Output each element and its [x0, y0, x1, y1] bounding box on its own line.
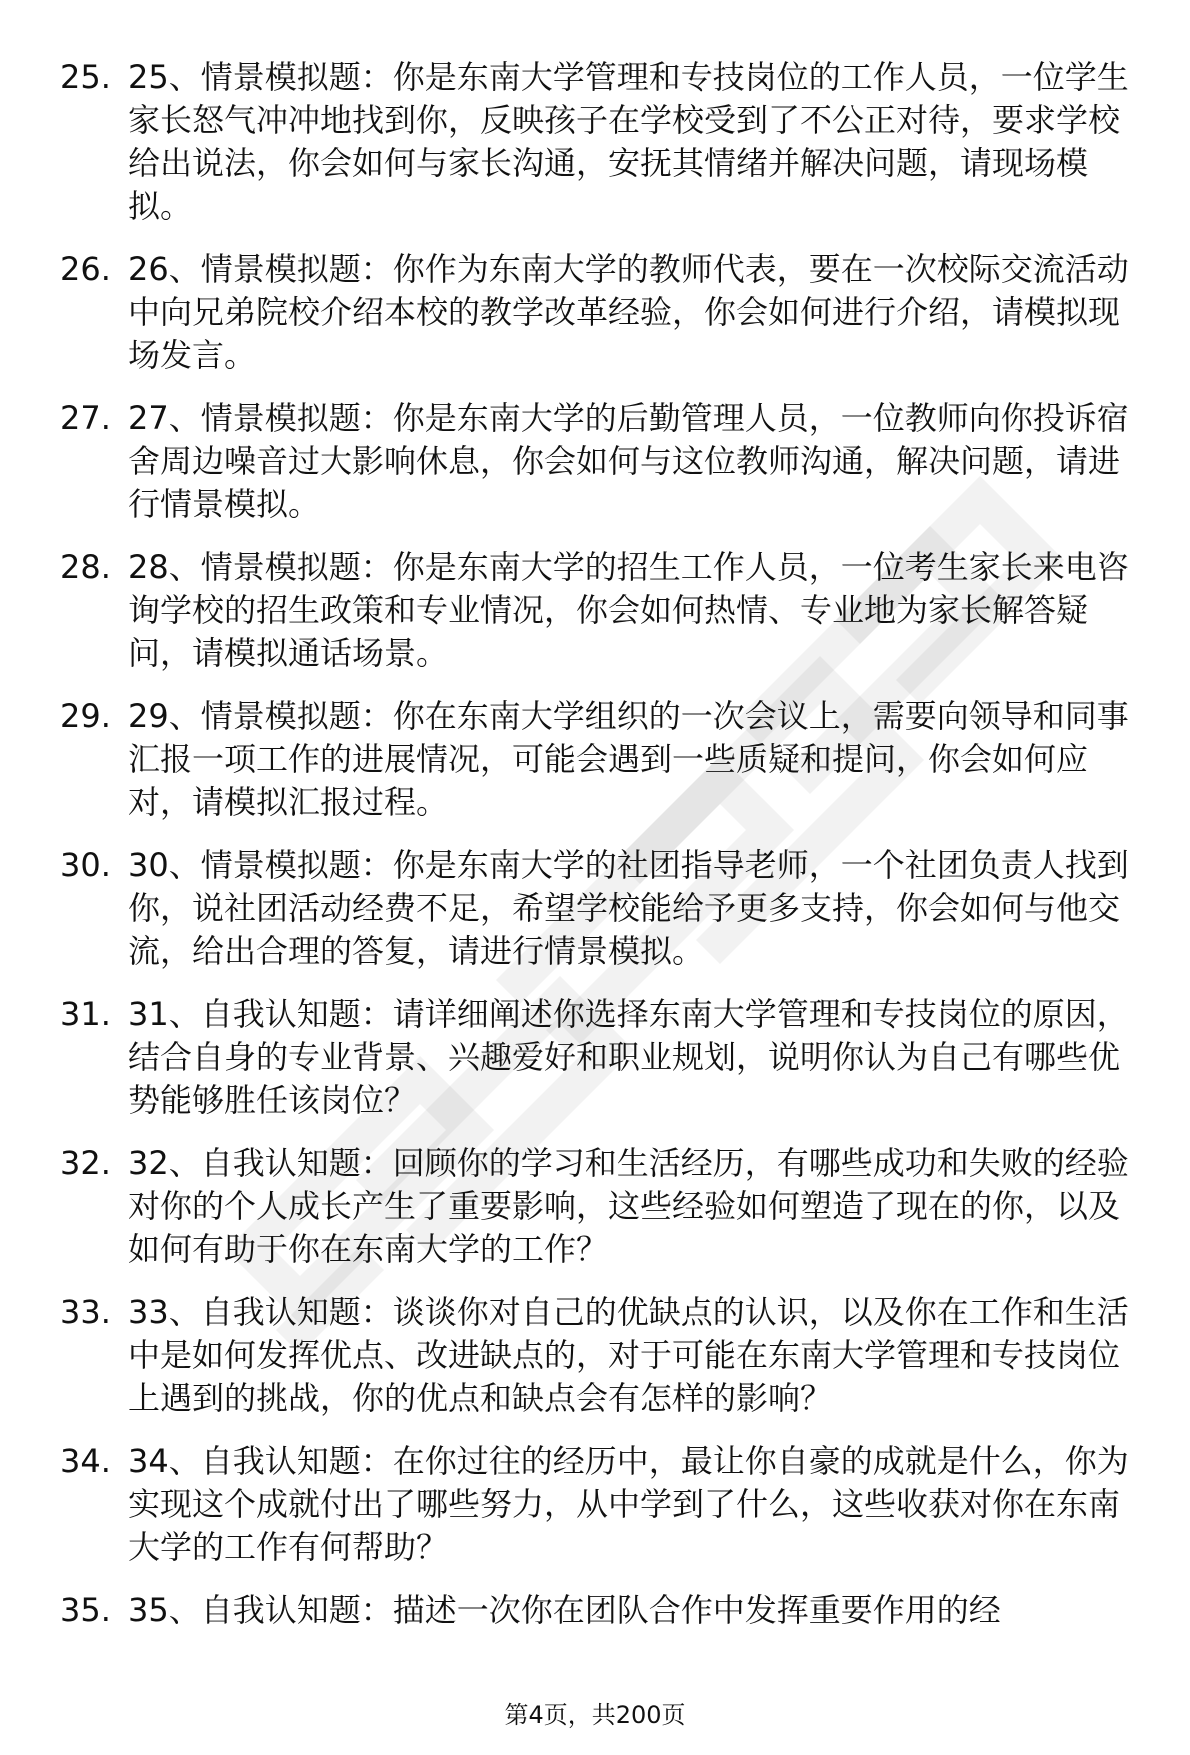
- question-text: 35、自我认知题：描述一次你在团队合作中发挥重要作用的经: [128, 1591, 1001, 1629]
- question-text: 29、情景模拟题：你在东南大学组织的一次会议上，需要向领导和同事汇报一项工作的进展情况，可能会遇到一些质疑和提问，你会如何应对，请模拟汇报过程。: [128, 697, 1129, 821]
- question-number: 34.: [60, 1442, 111, 1480]
- question-text: 33、自我认知题：谈谈你对自己的优缺点的认识，以及你在工作和生活中是如何发挥优点、改进缺点的，对于可能在东南大学管理和专技岗位上遇到的挑战，你的优点和缺点会有怎样的影响？: [128, 1293, 1129, 1417]
- question-text: 34、自我认知题：在你过往的经历中，最让你自豪的成就是什么，你为实现这个成就付出了哪些努力，从中学到了什么，这些收获对你在东南大学的工作有何帮助？: [128, 1442, 1129, 1566]
- question-item: [60, 56, 1150, 228]
- question-item: [60, 993, 1150, 1122]
- question-item: [60, 695, 1150, 824]
- question-item: [60, 844, 1150, 973]
- question-number: 27.: [60, 399, 111, 437]
- question-text: 28、情景模拟题：你是东南大学的招生工作人员，一位考生家长来电咨询学校的招生政策和专业情况，你会如何热情、专业地为家长解答疑问，请模拟通话场景。: [128, 548, 1129, 672]
- question-item: [60, 397, 1150, 526]
- question-item: [60, 1440, 1150, 1569]
- question-number: 31.: [60, 995, 111, 1033]
- question-list: [60, 56, 1150, 1652]
- question-number: 28.: [60, 548, 111, 586]
- question-text: 27、情景模拟题：你是东南大学的后勤管理人员，一位教师向你投诉宿舍周边噪音过大影响休息，你会如何与这位教师沟通，解决问题，请进行情景模拟。: [128, 399, 1129, 523]
- question-text: 30、情景模拟题：你是东南大学的社团指导老师，一个社团负责人找到你，说社团活动经费不足，希望学校能给予更多支持，你会如何与他交流，给出合理的答复，请进行情景模拟。: [128, 846, 1129, 970]
- question-number: 25.: [60, 58, 111, 96]
- question-text: 31、自我认知题：请详细阐述你选择东南大学管理和专技岗位的原因，结合自身的专业背景、兴趣爱好和职业规划，说明你认为自己有哪些优势能够胜任该岗位？: [128, 995, 1129, 1119]
- question-text: 32、自我认知题：回顾你的学习和生活经历，有哪些成功和失败的经验对你的个人成长产生了重要影响，这些经验如何塑造了现在的你，以及如何有助于你在东南大学的工作？: [128, 1144, 1129, 1268]
- question-number: 35.: [60, 1591, 111, 1629]
- question-number: 32.: [60, 1144, 111, 1182]
- question-number: 30.: [60, 846, 111, 884]
- question-text: 26、情景模拟题：你作为东南大学的教师代表，要在一次校际交流活动中向兄弟院校介绍本校的教学改革经验，你会如何进行介绍，请模拟现场发言。: [128, 250, 1129, 374]
- question-item: [60, 546, 1150, 675]
- question-number: 29.: [60, 697, 111, 735]
- question-number: 33.: [60, 1293, 111, 1331]
- question-item: [60, 1291, 1150, 1420]
- question-text: 25、情景模拟题：你是东南大学管理和专技岗位的工作人员，一位学生家长怒气冲冲地找到你，反映孩子在学校受到了不公正对待，要求学校给出说法，你会如何与家长沟通，安抚其情绪并解决问题，请现场模拟。: [128, 58, 1129, 225]
- question-number: 26.: [60, 250, 111, 288]
- question-item: [60, 1142, 1150, 1271]
- page-footer: 第4页，共200页: [504, 1701, 686, 1729]
- question-item: [60, 248, 1150, 377]
- question-item: [60, 1589, 1150, 1632]
